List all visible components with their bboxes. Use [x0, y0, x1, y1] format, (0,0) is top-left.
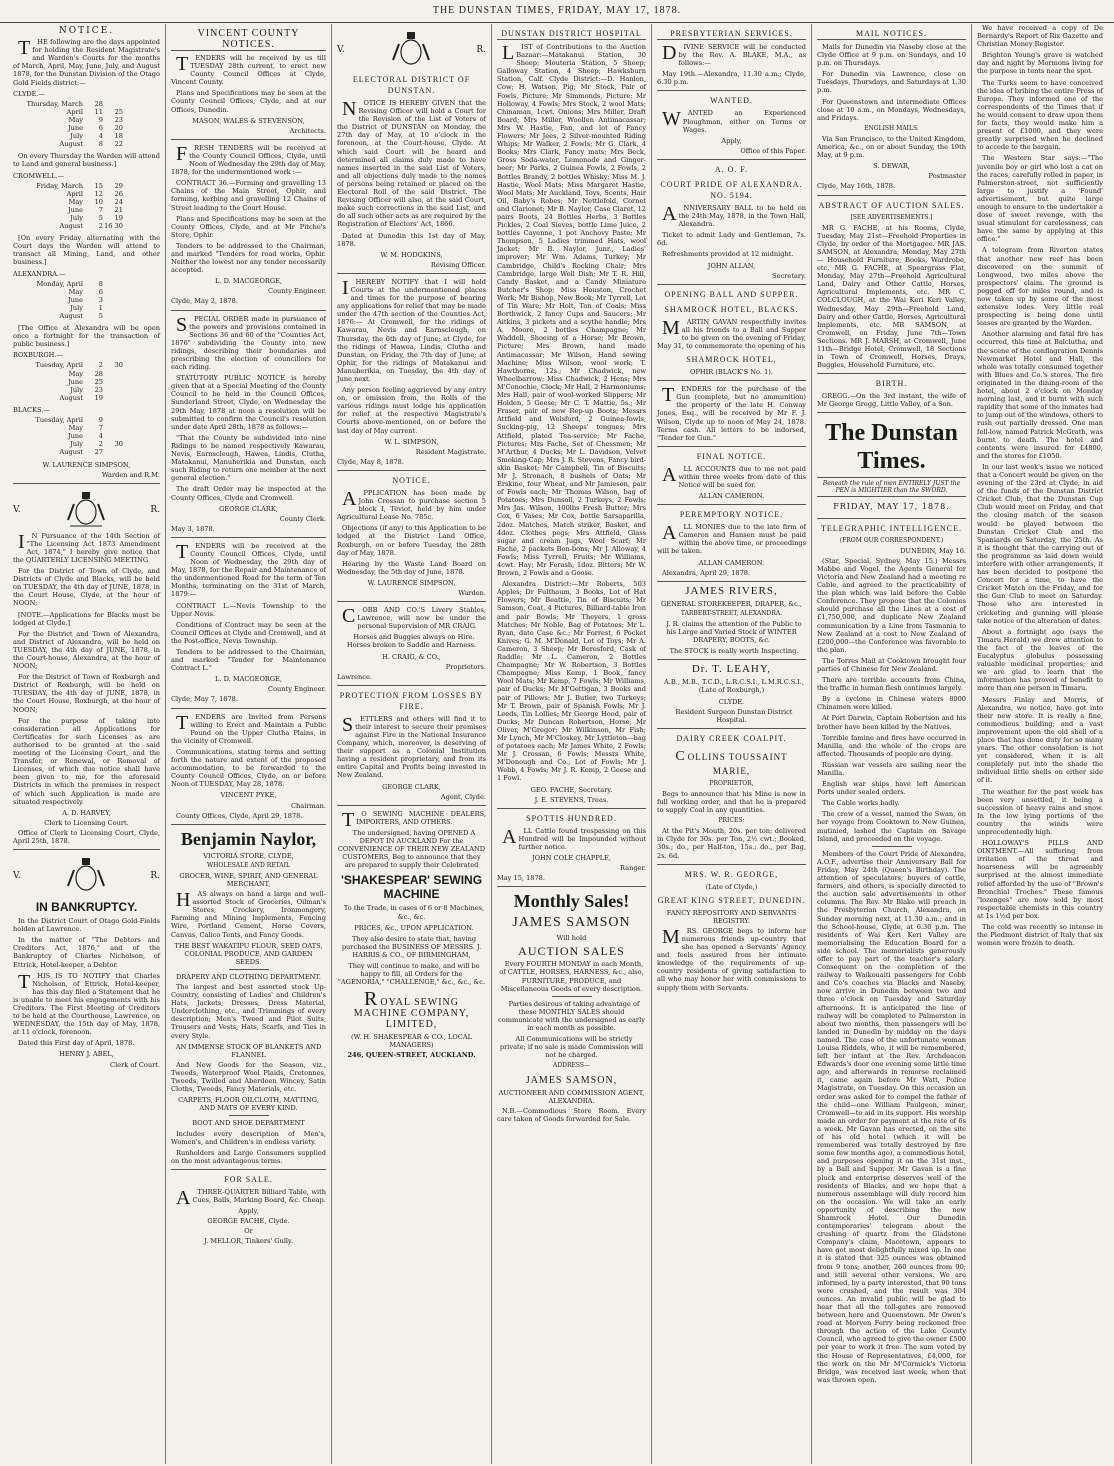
monthly-sales-heading: Monthly Sales! — [513, 891, 630, 912]
coat-of-arms-icon — [385, 30, 437, 70]
schedule-cell — [103, 432, 123, 440]
licensing-note: [NOTE.—Applications for Blacks must be lodged at Clyde.] — [13, 610, 160, 627]
abel-signature: HENRY J. ABEL, — [59, 1050, 114, 1059]
schedule-cell: August — [59, 312, 83, 320]
schedule-cell: July — [70, 385, 83, 394]
schedule-cell: Friday, March — [36, 181, 83, 190]
schedule-row — [23, 432, 160, 440]
royal-crest: V. R. — [13, 856, 160, 896]
schedule-cell: 25 — [114, 107, 123, 116]
schedule-row — [23, 140, 160, 148]
schedule-row — [23, 370, 160, 378]
schedule-row — [23, 304, 160, 312]
cromwell-schedule — [23, 182, 160, 231]
schedule-row — [23, 198, 160, 206]
licensing-notice: I N Pursuance of the 14th Section of "The Licensing Act 1873 Amendment Act, 1874," I hereby give notice that the QUARTERLY LICENSING MEETING — [13, 530, 160, 564]
schedule-cell: 11 — [94, 107, 103, 116]
warden-title: Warden and R.M. — [101, 470, 160, 479]
schedule-cell: 28 — [94, 369, 103, 378]
tender-pound: ENDERS are Invited from Persons willing to Erect and Maintain a Public Pound on the Upper Clutha Plains, in the vicinity of Cromwell. — [171, 712, 326, 745]
schedule-cell — [103, 416, 123, 424]
schedule-cell: April — [66, 107, 83, 116]
royal-crest: V. R. — [337, 30, 486, 70]
schedule-row — [23, 361, 160, 369]
schedule-cell: 5 — [98, 312, 103, 320]
clyde-schedule — [23, 100, 160, 149]
alexandra-label: ALEXANDRA.— — [13, 269, 66, 278]
schedule-cell: 19 — [94, 393, 103, 402]
schedule-row — [23, 296, 160, 304]
schedule-row — [23, 386, 160, 394]
vincent-county-heading: VINCENT COUNTY NOTICES. — [171, 28, 326, 51]
dairy-creek-heading: DAIRY CREEK COALPIT. — [676, 733, 787, 743]
schedule-cell: May — [68, 287, 83, 296]
issue-date: FRIDAY, MAY 17, 1878. — [833, 502, 950, 512]
schedule-cell: 15 — [94, 181, 103, 190]
schedule-row — [23, 214, 160, 222]
schedule-cell: June — [67, 432, 83, 441]
clyde-label: CLYDE.— — [13, 89, 46, 98]
schedule-row — [23, 440, 160, 448]
tender-nevis-road: ENDERS will be received at the County Council Offices, Clyde, until Noon of Wednesday, the 29th day of May, 1878, for the Repair and Maintenance of the undermentioned Road for the term of Ten Months, terminating on the 31st of March, 1879:— — [171, 541, 326, 599]
schedule-cell: Monday, April — [36, 279, 83, 288]
roxburgh-schedule — [23, 361, 160, 401]
schedule-cell: 23 — [94, 385, 103, 394]
page-masthead: THE DUNSTAN TIMES, FRIDAY, MAY 17, 1878. — [0, 0, 1114, 23]
schedule-row — [23, 190, 160, 198]
schedule-cell: May — [68, 197, 83, 206]
schedule-row — [23, 182, 160, 190]
schedule-cell — [103, 100, 123, 108]
schedule-cell: 8 — [98, 279, 103, 288]
column-7: We have received a copy of De Bernardy's Report of Rix Gazette and Christian Money Register. Brighton Young's grave is watched day and night by Mormons living for the purpose in tents near the spot. The Turks seem to have conceived the idea of bribing the entire Press of Europe. They informed one of the correspondents of the Times that if he would consent to draw upon them for facts, they would make him a present of £1000, and they were greatly surprised when he declined to accede to the bargain. The Western Star says:—"The juvenile boy or girl who lost a cat on the races, carefully rolled in paper, in Palmerston-street, not sufficiently large to justify a 'Found' advertisement, but quite large enough to ensure to the undertaker a dose of sweet revenge, with the usual stimulant for carelessness, can have the same by applying at this office." A telegram from Riverton states that another new reef has been discovered on the summit of Longwood, two miles above the prospectors' claim. The ground is pegged off for miles round, and is now taken up by some of the most extensive lodes. Very little real prospecting is being done until leases are granted by the Warden. Another alarming and fatal fire has occurred, this time at Balclutha, and the scene of the conflagration Dennis Newmarket Hotel and Hall, the whole was totally consumed together with Blues and Co.'s stores. The fire originated in the dining-room of the hotel, about 2 o'clock on Monday morning last, and it burnt with such rapidity that some of the inmates had to jump out of the windows, others to rush out partially dressed. One man fell-low, named Patrick McGrath, was burnt to death. The hotel and contents were insured for £4800, and the stores for £1050. In our last week's issue we noticed that a Concert would be given on the evening of the 23rd at Clyde, in aid of the funds of the Dunstan District Cricket Club, that the Dunstan Cup Club would meet on Friday, and that the closing match of the season would be played between the Dunstan Cricket Club and the Spaniards on Saturday, the 25th. As it is thought that the carrying out of the programme as laid down would interfere with other arrangements, it has been decided to postpone the Concert for a time, to have the Cricket Match on the Friday, and for the Gun Club to meet on Saturday. Those who are interested in cricketing and gunning will please take notice of the alteration of dates. About a fortnight ago (says the Timaru Herald) we drew attention to the fact of the leaves of the Eucalyptus globulus possessing valuable medicinal properties; and we are glad to learn that the information has proved of benefit to more than one person in Timaru. Messrs Finlay and Morris, of Alexandra, we notice, have got into their new store. It is really a fine, commodious building; and a vast improvement upon the old shell of a place that has done duty for so many years. The other consolation is not yet considered, when it is all completely put into the shade the individual little shells on either side of it. The weather for the past week has been very unsettled, it being a succession of heavy rains and snow. In the low lying portions of the country the winds were unprecedentedly high. HOLLOWAY'S PILLS AND OINTMENT.—All suffering from irritation of the throat and hoarseness will be agreeably surprised at the almost immediate relief afforded by the use of "Brown's Bronchial Troches." These famous "lozenges" are now sold by most respectable chemists in this country at 1s 1½d per box. The cold was recently so intense in the Piedmont district of Italy that six women were frozen to death. — [977, 24, 1103, 948]
schedule-cell: 5 — [98, 213, 103, 222]
schedule-cell: August — [59, 140, 83, 149]
special-order: PECIAL ORDER made in pursuance of the powers and provisions contained in Sections 36 and 60 of the "Counties Act, 1876" subdividing the County into new ridings, describing their boundaries and prescribing the election of councillors for each riding. — [171, 314, 326, 372]
newspaper-columns — [8, 24, 1108, 1464]
schedule-cell — [103, 448, 123, 456]
roxburgh-label: ROXBURGH.— — [13, 351, 64, 360]
schedule-row — [23, 222, 160, 230]
schedule-cell: August — [59, 448, 83, 457]
peremptory-notice-heading: PEREMPTORY NOTICE. — [679, 510, 784, 520]
leahy-heading: Dr. T. LEAHY, — [691, 663, 772, 676]
schedule-cell: 7 — [98, 205, 103, 214]
schedule-cell — [103, 394, 123, 402]
schedule-cell: 22 — [114, 140, 123, 149]
schedule-cell: July — [70, 440, 83, 449]
schedule-cell — [103, 378, 123, 386]
schedule-cell: 4 — [98, 132, 103, 141]
electoral-heading: ELECTORAL DISTRICT OF DUNSTAN. — [352, 75, 471, 95]
schedule-cell — [103, 424, 123, 432]
court-pride-heading: COURT PRIDE OF ALEXANDRA. NO. 5194. — [660, 179, 803, 200]
schedule-row — [23, 448, 160, 456]
licensing-alexandra: For the District and Town of Alexandra, and District of Alexandra, will be held on TUESDAY, the 4th day of JUNE, 1878, in the Court-house, Alexandra, at the hour of NOON; — [13, 629, 160, 671]
schedule-cell: August — [59, 393, 83, 402]
column-1 — [8, 24, 166, 1464]
licensing-clyde: For the District of Town of Clyde, and Districts of Clyde and Blacks, will be held on TUESDAY, the 4th day of JUNE, 1878, in the Court House, Clyde, at the hour of NOON; — [13, 567, 160, 608]
schedule-cell: 27 — [94, 448, 103, 457]
schedule-row — [23, 100, 160, 108]
bankruptcy-notice: T HIS IS TO NOTIFY that Charles Nicholson, of Ettrick, Hotel-keeper, has this day filed a Statement that he is unable to meet his engagements with his Creditors. The First Meeting of Creditors to be held at the Courthouse, Lawrence, on WEDNESDAY, the 15th day of May, 1878, at 11 o'clock, forenoon. — [13, 970, 160, 1037]
column-6: MAIL NOTICES. Mails for Dunedin via Naseby close at the Clyde Office at 9 p.m. on Sundays, and 10 p.m. on Thursdays. For Dunedin via Lawrence, close on Tuesdays, Thursdays, and Saturdays at 1.30 p.m. For Queenstown and intermediate Offices close at 10 a.m., on Mondays, Wednesdays, and Fridays. ENGLISH MAILS. Via San Francisco, to the United Kingdom, America, &c., on or about Sunday, the 19th May, at 9 p.m. S. DEWAR, Postmaster Clyde, May 16th, 1878. ABSTRACT OF AUCTION SALES. [SEE ADVERTISEMENTS.] MR G. FACHE, at his Rooms, Clyde, Tuesday, May 21st—Freehold Properties in Clyde, by order of the Mortgagee. MR JAS. SAMSON, at Alexandra, Monday, May 27th — Household Furniture, Books, Wardrobe, etc. MR G. FACHE, at Speargrass Flat, Monday, May 27th—Freehold Agricultural Land, Dairy and Other Cattle, Horses, Agricultural Implements, etc. MR C. COLCLOUGH, at the Wai Keri Keri Valley, Wednesday, May 29th—Freehold Land, Dairy and other Cattle, Horses, Agricultural Implements, etc. MR SAMSON, at Cromwell, on Friday, June 7th—Town Sections. MR J. MARSH, at Cromwell, June 11th—Bridge Hotel, Cromwell, 18 Sections in Town of Cromwell, Horses, Drays, Buggies, Household Furniture, etc. BIRTH. GREGG.—On the 3rd instant, the wife of Mr George Gregg, Little Valley, of a Son. The Dunstan Times. Beneath the rule of men ENTIRELY JUST the PEN is MIGHTIER than the SWORD. FRIDAY, MAY 17, 1878. TELEGRAPHIC INTELLIGENCE. (FROM OUR CORRESPONDENT.) DUNEDIN, May 16. (Star, Special, Sydney, May 15.) Messrs Mabbe and Vogel, the Agents General for Victoria and New Zealand had a meeting re Cable, and agreed to the practicability of the plan which was laid before the Cable Conference. They propose that the Colonies should purchase all the Lines at a cost of £1,750,000, and duplicate New Zealand communication by a Line from Tasmania to New Zealand at a cost to New Zealand of £200,000—the Conference was favorable to the plan. The Torres Mail at Cooktown brought four parties of Chinese for New Zealand. There are terrible accounts from China, the traffic in human flesh continues largely. By a cyclone in Chinese waters 8000 Chinamen were killed. At Port Darwin, Captain Robertson and his brother have been killed by the Natives. Terrible famine and fires have occurred in Manilla, and the whole of the crops are affected. Thousands of people are dying. Russian war vessels are sailing near the Manilla. English war ships have left American Ports under sealed orders. The Cable works badly. The crew of a vessel, named the Swan, on her voyage from Cooktown to New Guinea, mutinied, lashed the Captain on Savage Island, and proceeded on the voyage. Members of the Court Pride of Alexandra, A.O.F., advertise their Anniversary Ball for Friday, May 24th (Queen's Birthday). The attention of speculators, buyers of cattle, farmers, and others, is specially directed to the auction sale advertisements in other columns. The Rev. Mr Blake will preach in the Presbyterian Church, Alexandra, on Sunday morning next, at 11.30 a.m.; and in the School-house, Clyde, at 6.30 p.m. The residents of Wai Keri Keri Valley are memorialising the Education Board for a side school. The memorialists generously offer to pay part of the teacher's salary. Consequent on the completion of the railway to Waikouaiti passengers for Cobb and Co's coaches via Blacks and Naseby, now arrive in Dunedin between two and three o'clock on Tuesday and Saturday afternoons. It is anticipated the line of railway will be completed to Palmerston in about two months, then passengers will be landed in Dunedin by midday on the days named. The case of the unfortunate woman Louisa Riddels, who, it will be remembered, left her infant at the Rev. Archdeacon Edwards's door one evening some little time ago, and afterwards in remorse reclaimed it, came again before Mr Watt, Police Magistrate, on Tuesday. On this occasion an order was asked for to compel the father of the child—one William Paulgeon, miner, Cromwell—to aid in its support. His worship made an order for payment at the rate of 6s a week. Mr Gavan has erected, on the site of his old hotel (which it will be remembered was totally destroyed by fire some few months ago), a commodious hotel, and purposes opening it on the 31st inst., by a Ball and Supper. Mr Gavan is a fine pluck and enterprise deserves well of the residents of Blacks, and we hope that a numerous assemblage will duly record him on the occasion. We will take an early opportunity of describing the new Shamrock Hotel. Our Dunedin contemporaries' telegram about the crushing of quartz from the Gladstone Company's claim, Macetown, appears to have got most delightfully mixed up. In one it is stated that 325 ounces was obtained from 9 tons; another, 260 ounces from 90; and still several other versions. We are informed, by a party interested, that 90 tons were crushed, and the result was 304 ounces. An invalid public will be glad to hear that all the toll-gates are removed between here and Queenstown. Mr Owen's road at Morven Ferry being reckoned free through the action of the Lake County Council, who agreed to give the owner £500 per year to work it free. The sum voted by the House of Representatives, £4,000, for the work on the Mr M'Cormick's Victoria Bridge, was received last week, when that was thrown open. — [812, 24, 972, 1464]
schedule-cell: 25 — [94, 377, 103, 386]
presbyterian-heading: PRESBYTERIAN SERVICES. — [657, 28, 806, 40]
sewing-machine-heading: O SEWING MACHINE DEALERS, IMPORTERS, AND OTHERS. — [356, 809, 486, 826]
auction-abstract-heading: ABSTRACT OF AUCTION SALES. — [818, 200, 965, 210]
column-3: V. R. ELECTORAL DISTRICT OF DUNSTAN. N OTICE IS HEREBY GIVEN that the Revising Officer will hold a Court for the Revision of the List of Voters of the District of DUNSTAN on Monday, the 27th day of May, at 10 o'clock in the forenoon, at the Court-house, Clyde. At which said Court will be heard and determined all claims duly made to have names inserted in the said List of Voters, and all objections duly made to the names of persons being retained or placed on the Electoral Roll of the said District. The Revising Officer will also, at the said Court, make such corrections in the said List, and do all such other acts as are required by the Registration of Electors' Act, 1866. Dated at Dunedin this 1st day of May, 1878. W. M. HODGKINS, Revising Officer. I HEREBY NOTIFY that I will hold Courts at the undermentioned places and times for the purpose of hearing any applications for relief that may be made under the 47th section of the Counties Act, 1876:— At Cromwell, for the ridings of Kawarau, Nevis and Earnscleugh, on Thursday, the 6th day of June; at Clyde, for the ridings of Hawea, Lindis, Clutha and Dunstan, on Friday, the 7th day of June; at Ophir, for the ridings of Matakanui and Manuherikia, on Tuesday, the 4th day of June next. Any person feeling aggrieved by any entry on, or omission from, the Rolls of the various ridings must lodge his application for relief at the respective Magistrate's Courts above-mentioned, on or before the last day of May current. W. L. SIMPSON, Resident Magistrate. Clyde, May 8, 1878. NOTICE. A PPLICATION has been made by John Crossan to purchase section 5 block I, Teviot, held by him under Agricultural Lease No. 785c. Objections (if any) to this Application to be lodged at the District Land Office, Roxburgh, on or before Tuesday, the 28th day of May, 1878. Hearing by the Waste Land Board on Wednesday, the 5th day of June, 1878. W. LAURENCE SIMPSON, Warden. C OBB AND CO.'S Livery Stables, Lawrence, will now be under the personal Supervision of MR CRAIG. Horses and Buggies always on Hire. Horses broken to Saddle and Harness. H. CRAIG, & CO., Proprietors. Lawrence. PROTECTION FROM LOSSES BY FIRE. S ETTLERS and others will find it to their interest to secure their premises against Fire in the National Insurance Company, which, moreover, is deserving of their support as a Colonial Institution having a resident proprietary, and from its entire Capital and Profits being invested in New Zealand. GEORGE CLARK, Agent, Clyde. T O SEWING MACHINE DEALERS, IMPORTERS, AND OTHERS. The undersigned, having OPENED A DEPOT IN AUCKLAND For the CONVENIENCE OF THEIR NEW ZEALAND CUSTOMERS, Beg to announce that they are prepared to supply their Celebrated 'SHAKESPEAR' SEWING MACHINE To the Trade, in cases of 6 or 8 Machines, &c., &c. PRICES, &c., UPON APPLICATION. They also desire to state that, having purchased the BUSINESS OF MESSRS. J. HARRIS & CO., OF BIRMINGHAM, They will continue to make, and will be happy to fill, all Orders for the "AGENORIA," "CHALLENGE," &c., &c., &c. ROYAL SEWING MACHINE COMPANY, LIMITED, (W. H. SHAKESPEAR & CO., LOCAL MANAGERS) 246, QUEEN-STREET, AUCKLAND. — [332, 24, 492, 1464]
schedule-cell: 2 — [98, 361, 103, 370]
coat-of-arms-icon — [60, 490, 112, 530]
schedule-cell: 7 — [98, 424, 103, 433]
opening-ball-heading: OPENING BALL AND SUPPER. — [664, 289, 799, 299]
schedule-cell — [103, 370, 123, 378]
mail-notices-heading: MAIL NOTICES. — [817, 28, 966, 40]
schedule-cell: 28 — [94, 99, 103, 108]
schedule-cell: Tuesday, April — [35, 361, 83, 370]
schedule-row — [23, 394, 160, 402]
cromwell-note: [On every Friday alternating with the Court days the Warden will attend to transact all Mining, Land, and other business.] — [13, 234, 160, 267]
schedule-cell: June — [67, 377, 83, 386]
wanted-heading: WANTED. — [710, 96, 753, 106]
schedule-cell: May — [68, 115, 83, 124]
dunstan-times-masthead: The Dunstan Times. — [825, 420, 958, 475]
schedule-cell: July — [70, 303, 83, 312]
masthead-motto: Beneath the rule of men ENTIRELY JUST the PEN is MIGHTIER than the SWORD. — [817, 477, 966, 497]
final-notice-heading: FINAL NOTICE. — [696, 451, 767, 461]
cromwell-label: CROMWELL.— — [13, 171, 65, 180]
rivers-heading: JAMES RIVERS, — [685, 584, 778, 597]
notice-heading: NOTICE. — [392, 475, 431, 485]
divider — [13, 483, 160, 484]
schedule-cell: 9 — [98, 115, 103, 124]
schedule-cell: May — [68, 424, 83, 433]
schedule-row — [23, 124, 160, 132]
schedule-cell: June — [67, 295, 83, 304]
schedule-cell: 20 — [114, 124, 123, 133]
tender-ophir-road: RESH TENDERS will be received at the County Council Offices, Clyde, until Noon of Wednesday the 29th day of May, 1878, for the undermentioned work :— — [171, 143, 326, 177]
tender-offices: ENDERS will be received by us till TUESDAY 28th current, to erect new County Council Offices at Clyde, Vincent County. — [171, 54, 326, 87]
schedule-cell: Thursday, March — [26, 99, 83, 108]
schedule-cell: 12 — [94, 189, 103, 198]
schedule-cell: 21 — [114, 205, 123, 214]
divider — [13, 849, 160, 850]
schedule-cell: 23 — [114, 115, 123, 124]
blacks-schedule — [23, 416, 160, 456]
licensing-roxburgh: For the District of Town of Roxburgh and District of Roxburgh, will be held on TUESDAY, the 4th day of JUNE, 1878, in the Court House, Roxburgh, at the hour of NOON; — [13, 673, 160, 714]
schedule-cell: 10 — [94, 197, 103, 206]
schedule-cell: May — [68, 369, 83, 378]
schedule-row — [23, 280, 160, 288]
schedule-cell: 16 30 — [104, 222, 123, 231]
schedule-cell: 29 — [114, 181, 123, 190]
gun-tender: ENDERS for the purchase of the Gun (complete, but no ammunition) the property of the late H. Conway Jones, Esq., will be received by Mr F. J. Wilson, Clyde up to noon of May 24, 1878. Terms cash. All letters to be indorsed, "Tender for Gun." — [657, 385, 806, 442]
schedule-cell: June — [67, 205, 83, 214]
schedule-cell: 1 — [98, 303, 103, 312]
schedule-row — [23, 108, 160, 116]
schedule-cell: June — [67, 124, 83, 133]
harvey-title: Clerk to Licensing Court. — [44, 818, 129, 827]
schedule-row — [23, 288, 160, 296]
column-2: VINCENT COUNTY NOTICES. T ENDERS will be received by us till TUESDAY 28th current, to erect new County Council Offices at Clyde, Vincent County. Plans and Specifications may be seen at the County Council Offices, Clyde, and at our Offices, Dunedin. MASON, WALES & STEVENSON, Architects. F RESH TENDERS will be received at the County Council Offices, Clyde, until Noon of Wednesday the 29th day of May, 1878, for the undermentioned work :— CONTRACT 36.—Forming and gravelling 13 Chains of the Main Street, Ophir, and forming, kerbing and gravelling 12 Chains of Street leading to the Court House. Plans and Specifications may be seen at the County Offices, Clyde, and at Mr Pitche's Store, Ophir. Tenders to be addressed to the Chairman, and marked "Tenders for road works, Ophir. Neither the lowest nor any tender necessarily accepted. L. D. MACGEORGE, County Engineer. Clyde, May 2, 1878. S PECIAL ORDER made in pursuance of the powers and provisions contained in Sections 36 and 60 of the "Counties Act, 1876" subdividing the County into new ridings, describing their boundaries and prescribing the election of councillors for each riding. STATUTORY PUBLIC NOTICE is hereby given that at a Special Meeting of the County Council to be held in the Council Offices, Sunderland Street, Clyde, on Wednesday the 29th May, 1878 at noon a resolution will be submitted to confirm the Council's resolution under date April 28th, 1878 as follows:— "That the County be subdivided into nine Ridings to be named respectively Kawarau, Nevis, Earnscleugh, Hawea, Lindis, Clutha, Matakanui, Manuherikia and Dunstan, each such Riding to return one member at the next general election." The draft Order may be inspected at the County Offices, Clyde and Cromwell. GEORGE CLARK, County Clerk. May 3, 1878. T ENDERS will be received at the County Council Offices, Clyde, until Noon of Wednesday, the 29th day of May, 1878, for the Repair and Maintenance of the undermentioned Road for the term of Ten Months, terminating on the 31st of March, 1879:— CONTRACT L.—Nevis Township to the Upper Nevis. Conditions of Contract may be seen at the Council Offices at Clyde and Cromwell, and at the Post-office, Nevis Township. Tenders to be addressed to the Chairman, and marked "Tender for Maintenance Contract L." L. D. MACGEORGE, County Engineer. Clyde, May 7, 1878. T ENDERS are Invited from Persons willing to Erect and Maintain a Public Pound on the Upper Clutha Plains, in the vicinity of Cromwell. Communications, stating terms and setting forth the nature and extent of the proposed accommodation, to be forwarded to the County Council Offices, Clyde, on or before Noon of TUESDAY, May 28, 1878. VINCENT PYKE, Chairman. County Offices, Clyde, April 29, 1878. Benjamin Naylor, VICTORIA STORE, CLYDE, WHOLESALE AND RETAIL GROCER, WINE, SPIRIT, AND GENERAL MERCHANT, H AS always on hand a large and well-assorted Stock of Groceries, Oilman's Stores, Crockery, Ironmongery, Farming and Mining Implements, Fencing Wire, Portland Cement, Horse Covers, Canvas, Calico Tents, and Fancy Goods. THE BEST WAKATIPU FLOUR, SEED OATS, COLONIAL PRODUCE, AND GARDEN SEEDS. DRAPERY AND CLOTHING DEPARTMENT. The largest and best assorted stock Up-Country, consisting of Ladies' and Children's Hats, Jackets, Dresses, Dress Material, Underclothing, etc., and Trimmings of every description; Men's Tweed and Pilot Suits, Trousers and Vests, Hats, Scarfs, and Ties in every Style. AN IMMENSE STOCK OF BLANKETS AND FLANNEL And New Goods for the Season, viz., Tweeds, Waterproof Wool Plaids, Cretonnes, Tweeds, Twilled and Aberdeen Wincey, Satin Cloths, Tweeds, Fancy Materials, etc. CARPETS, FLOOR OILCLOTH, MATTING, AND MATS OF EVERY KIND. BOOT AND SHOE DEPARTMENT Includes every description of Men's, Women's, and Children's in endless variety. Runholders and Large Consumers supplied on the most advantageous terms. FOR SALE. A THREE-QUARTER Billiard Table, with Cues, Balls, Marking Board, &c. Cheap. Apply, GEORGE FACHE, Clyde. Or J. MELLOR, Tinkers' Gully. — [166, 24, 332, 1464]
schedule-cell: 24 — [114, 197, 123, 206]
clyde-note: On every Thursday the Warden will attend to Land and general business.] — [13, 152, 160, 169]
royal-crest: V. R. — [13, 490, 160, 530]
schedule-row — [23, 416, 160, 424]
column-4: DUNSTAN DISTRICT HOSPITAL L IST of Contributions to the Auction Bazaar:—Matakanui Station, 30 Sheep; Mouteria Station, 5 Sheep; Galloway Station, 4 Sheep; Hawksburn Station, Calf. Clyde District:—D. Hanlon, Cow; H. Watson, Pig; Mr Stock, Pair of Fowls, Picture; Mr Simmonds, Picture; Mr Holloway, 4 Fowls; Mrs Stock, 2 wool Mats; Chinaman, 1cwt. Onions; Mrs Miller, Draft Board; Mrs Miller, Woollen Antimacassar; Mrs W. Hastie, Fan, and lot of Fancy Flowers; Mr Jees, 2 Silver-mounted Riding Whips; Mr Walker, 2 Fowls; Mr G. Clark, 4 Books; Mrs Clark, Fancy mats; Mrs Beck, Gross Soda-water, Lemonade and Ginger-beer; Mr Parks, 2 Guinea Fowls, 2 Fowls, 2 Bottles Brandy, 2 bottles Whisky; Miss M. J. Hastie, Wool Mats; Miss Margaret Hastie, Wool Mats; Mr Auckland, Toys, Scents, Hair Oil, Baby's Robes; Mr Nettlefold, Cornet and Clarionet; Mr B. Naylor, Case Claret, 12 pairs Boots, 24 Bottles Herbs, 3 Bottles Pickles, 2 Coal Sieves, bottle Lime Juice, 2 bottles Cayenne, 1 pot Anchovy Paste; Mr Thompson, 5 Ladies trimmed Hats, wool Jacket; Mr B. Naylor, Junr., Ladies' improver; Mr Wm. Adams, Turkey; Mr Cambridge, Child's Rocking Chair; Mrs Cambridge, large Well Dish; Mr T. R. Hill, Candy Basket, and a Candy Miniature Butcher's Shop; Miss Houston, Crochet Work; Mr Bishop, New Book; Mr Tyrrell, Lot of Tin Ware; Mr Holt, Ton of Coals; Miss Borthwick, 2 fancy Cups and Saucers; Mr Aitkins, 3 pickets and a scythe handle; Mrs A. Moore, 2 bottles Champagne; Mr Waddell, Shoeing of a Horse; Mr Brown, Picture; Mrs Brown, hand made Antimacassar; Mr Wilson, Hand sewing Machine; Miss Wilson, wool work; T. Hawthorne, 12s.; Mr Chadwick, new Wheelbarrow; Miss Chadwick, 2 Hens; Mrs M'Conochie, Clock; Mr Hall, 2 Harmoniums; Mrs Hall, pair of wool-worked Slippers; Mr Holden, 5 Geese; Mr C. T. Mattie, 5s.; Mr Fraser, pair of new Rep-up Boots; Messrs Attfield and Welsford, 2 Guinea-fowls, Sucking-pig, 12 Sheeps' tongues; Mrs Attfield, plated Tea-service; Mr Fache, Pictures; Mrs Fache, Set of Chessmen; Mr M'Arthur, 4 Ducks; Mr L. Davidson, Velvet Smoking-Cap; Mrs J. R. Stevens, Fancy bird-skin Basket; Mr Campbell, Tin of Biscuits; Mr J. Stronach, 8 bushels of Oats; Mr Erskine, four Wheat, and Mr Jamieson, pair of Fowls each; Mr Thomas Wilson, bag of Potatoes; Mrs Dunsoll, 2 Turkeys, 2 Fowls; Mrs Jas. Wilson, 100lbs Fresh Butter; Mrs Cox, 6 Vases; Mr Cox, bottle Sarsaparilla, 2doz. Matches, Match striker, Basket, and 4doz. Clothes pegs; Mrs Attfield, Glass sugar and cream Jugs, Wool Scarf; Mr Fache, 2 packets Bon-bons; Mr J. Alloway, 4 Fowls; Miss Tyrrell, Fruits; Mr Williams, 4cwt. Hay; Mr Ferash, 1doz. Bitters; Mr W. Brown, 2 Fowls and a Goose. Alexandra District:—Mr Roberts, 503 Apples; Dr Fulthaum, 3 Books, Lot of Hat Flowers; Mr Beattie, Tin of Biscuits; Mr Samson, Coat, 4 Pictures, Billiard-table Iron and pair Bowls; Mr Theyers, 1 gross Matches; Mr Noble, Bag of Potatoes; Mr L. Ryan, date Case &c.; Mr Forrest, 6 Pocket Knives; G. M. M'Donald, Lot of Toys; Mr A. Cameron, 3 Sheep; Mr Beresford, Cask of Raddle; Mr L. Cameron, 2 Bottles Champagne; Mr W. Robertson, 3 Bottles Champagne; Miss Kemp, 1 Book, fancy Wool Mats; Mr Kemp, 7 Fowls; Mr Williams, pair of Ducks; Mr M'Gettigan, 3 Books and pair of Pillows; Mr J. Butler, two Turkeys; Mr T. Brown, pair of Spanish Fowls; Mr J. Leeds, Tin Lollies; Mr George Hood, pair of Ducks; Mr Duncan Robertson, Horse; Mr Oliver, M'Gregor; Mr Wilkinson, Mr Fish; Mr Lynch, Mr M'Closkey, Mr Lyttleton—bag of potatoes each; Mr James White, 2 Fowls; Mr J. Crossan, 6 Fowls; Messrs White, M'Donough and Co., Lot of Fowls; Mr J. Webb, 4 Fowls; Mr J. R. Kemp, 2 Geese and 1 Fowl. GEO. FACHE, Secretary. J. E. STEVENS, Treas. SPOTTIS HUNDRED. A LL Cattle found trespassing on this Hundred will be Impounded without further notice. JOHN COLE CHAPPLE, Ranger. May 15, 1878. Monthly Sales! JAMES SAMSON Will hold AUCTION SALES Every FOURTH MONDAY in each Month, of CATTLE, HORSES, HARNESS, &c., also, FURNITURE, PRODUCE, and Miscellaneous Goods of every description. Parties desirous of taking advantage of these MONTHLY SALES should communicate with the undersigned as early in each month as possible. All Communications will be strictly private; if no sale is made Commission will not be charged. ADDRESS— JAMES SAMSON, AUCTIONEER AND COMMISSION AGENT, ALEXANDRA. N.B.—Commodious Store Room. Every care taken of Goods forwarded for Sale. — [492, 24, 652, 1464]
schedule-cell — [103, 386, 123, 394]
schedule-cell: April — [66, 189, 83, 198]
birth-heading: BIRTH. — [875, 379, 908, 389]
schedule-cell: 30 — [114, 361, 123, 370]
bankruptcy-dated: Dated this First day of April, 1878. — [18, 1039, 135, 1048]
schedule-cell: August — [59, 222, 83, 231]
schedule-cell: 18 — [114, 132, 123, 141]
warden-signature: W. LAURENCE SIMPSON, — [42, 460, 131, 469]
telegraphic-heading: TELEGRAPHIC INTELLIGENCE. — [821, 523, 962, 533]
alexandra-note: [The Office at Alexandra will be open once a fortnight for the transaction of public business.] — [13, 324, 160, 349]
naylor-heading: Benjamin Naylor, — [180, 828, 317, 849]
schedule-row — [23, 424, 160, 432]
schedule-row — [23, 116, 160, 124]
spottis-heading: SPOTTIS HUNDRED. — [526, 813, 617, 823]
bankruptcy-heading: IN BANKRUPTCY. — [35, 900, 138, 915]
fire-protection-heading: PROTECTION FROM LOSSES BY FIRE. — [339, 690, 484, 711]
schedule-cell: 6 — [98, 124, 103, 133]
george-heading: MRS. W. R. GEORGE, — [684, 869, 779, 879]
schedule-cell: 2 — [98, 222, 103, 231]
notice-intro: T HE following are the days appointed for holding the Resident Magistrate's and Warden's Courts for the months of March, April, May, June, July, and August 1878, for the Dunstan Division of the Otago Gold Fields district:— — [13, 37, 160, 87]
coat-of-arms-icon — [60, 856, 112, 896]
notice-heading: NOTICE. — [58, 26, 115, 36]
alexandra-schedule — [23, 280, 160, 320]
schedule-cell: Tuesday, April — [35, 416, 83, 425]
schedule-cell: July — [70, 132, 83, 141]
schedule-cell: July — [70, 213, 83, 222]
blacks-label: BLACKS.— — [13, 405, 50, 414]
schedule-row — [23, 378, 160, 386]
schedule-cell: 3 — [98, 295, 103, 304]
local-news: Members of the Court Pride of Alexandra, A.O.F., advertise their Anniversary Ball for Friday, May 24th (Queen's Birthday). The attention of speculators, buyers of cattle, farmers, and others, is specially directed to the auction sale advertisements in other columns. The Rev. Mr Blake will preach in the Presbyterian Church, Alexandra, on Sunday morning next, at 11.30 a.m.; and in the School-house, Clyde, at 6.30 p.m. The residents of Wai Keri Keri Valley are memorialising the Education Board for a side school. The memorialists generously offer to pay part of the teacher's salary. Consequent on the completion of the railway to Waikouaiti passengers for Cobb and Co's coaches via Blacks and Naseby, now arrive in Dunedin between two and three o'clock on Tuesday and Saturday afternoons. It is anticipated the line of railway will be completed to Palmerston in about two months, then passengers will be landed in Dunedin by midday on the days named. The case of the unfortunate woman Louisa Riddels, who, it will be remembered, left her infant at the Rev. Archdeacon Edwards's door one evening some little time ago, and afterwards in remorse reclaimed it, came again before Mr Watt, Police Magistrate, on Tuesday. On this occasion an order was asked for to compel the father of the child—one William Paulgeon, miner, Cromwell—to aid in its support. His worship made an order for payment at the rate of 6s a week. Mr Gavan has erected, on the site of his old hotel (which it will be remembered was totally destroyed by fire some few months ago), a commodious hotel, and purposes opening it on the 31st inst., by a Ball and Supper. Mr Gavan is a fine pluck and enterprise deserves well of the residents of Blacks, and we hope that a numerous assemblage will duly record him on the occasion. We will take an early opportunity of describing the new Shamrock Hotel. Our Dunedin contemporaries' telegram about the crushing of quartz from the Gladstone Company's claim, Macetown, appears to have got most delightfully mixed up. In one it is stated that 325 ounces was obtained from 9 tons; another, 260 ounces from 90; and still several other versions. We are informed, by a party interested, that 90 tons were crushed, and the result was 304 ounces. An invalid public will be glad to hear that all the toll-gates are removed between here and Queenstown. Mr Owen's road at Morven Ferry being reckoned free through the action of the Lake County Council, who agreed to give the owner £500 per year to work it free. The sum voted by the House of Representatives, £4,000, for the work on the Mr M'Cormick's Victoria Bridge, was received last week, when that was thrown open. — [817, 849, 966, 1384]
schedule-cell: 8 — [98, 140, 103, 149]
schedule-cell: 26 — [114, 189, 123, 198]
schedule-row — [23, 132, 160, 140]
schedule-cell: 19 — [114, 213, 123, 222]
schedule-row — [23, 206, 160, 214]
schedule-cell: 4 — [98, 432, 103, 441]
schedule-cell: 2 — [98, 440, 103, 449]
harvey-signature: A. D. HARVEY, — [62, 808, 111, 817]
schedule-cell: 30 — [114, 440, 123, 449]
bankruptcy-court: In the District Court of Otago Gold-Fields holden at Lawrence. — [13, 917, 160, 934]
abel-title: Clerk of Court. — [110, 1060, 160, 1069]
schedule-cell: 9 — [98, 416, 103, 425]
schedule-cell: 6 — [98, 287, 103, 296]
licensing-purpose: For the purpose of taking into consideration all Applications for Certificates for such Licenses as are authorised to be granted at the said meeting of the Licensing Court, and the Transfer, or Renewal, or Removal of Licenses, of which due notice shall have been given to me, for the aforesaid Districts in which the premises in respect of which such Application is made are situated respectively. — [13, 716, 160, 806]
hospital-heading: DUNSTAN DISTRICT HOSPITAL — [497, 28, 646, 40]
harvey-location: Office of Clerk to Licensing Court, Clyde, April 25th, 1878. — [13, 828, 160, 845]
for-sale-heading: FOR SALE. — [224, 1174, 273, 1184]
schedule-row — [23, 312, 160, 320]
bankruptcy-matter: In the matter of "The Debtors and Creditors Act, 1876," and of the Bankruptcy of Charles Nicholson, of Ettrick, Hotel-keeper, a Debtor. — [13, 936, 160, 969]
column-5: PRESBYTERIAN SERVICES. D IVINE SERVICE will be conducted by the Rev. A. BLAKE, M.A., as follows:— May 19th.—Alexandra, 11.30 a.m.; Clyde, 6.30 p.m. WANTED. W ANTED an Experienced Ploughman, either on Terms or Wages. Apply, Office of this Paper. A. O. F. COURT PRIDE OF ALEXANDRA. NO. 5194. A NNIVERSARY BALL to be held on the 24th May, 1878, in the Town Hall, Alexandra. Ticket to admit Lady and Gentleman, 7s. 6d. Refreshments provided at 12 midnight. JOHN ALLAN, Secretary. OPENING BALL AND SUPPER. SHAMROCK HOTEL, BLACKS. M ARTIN GAVAN respectfully invites all his friends to a Ball and Supper to be given on the evening of Friday, May 31, to commemorate the opening of his SHAMROCK HOTEL, OPHIR (BLACK'S No. 1). T ENDERS for the purchase of the Gun (complete, but no ammunition) the property of the late H. Conway Jones, Esq., will be received by Mr F. J. Wilson, Clyde up to noon of May 24, 1878. Terms cash. All letters to be indorsed, "Tender for Gun." FINAL NOTICE. A LL ACCOUNTS due to me not paid within three weeks from date of this Notice will be sued for. ALLAN CAMERON. PEREMPTORY NOTICE. A LL MONIES due to the late firm of Cameron and Hansen must be paid within the above time, or proceedings will be taken. ALLAN CAMERON. Alexandra, April 29, 1878. JAMES RIVERS, GENERAL STOREKEEPER, DRAPER, &c., TARBERT-STREET, ALEXANDRA. J. R. claims the attention of the Public to his Large and Varied Stock of WINTER DRAPERY, BOOTS, &c. The STOCK is really worth Inspecting. Dr. T. LEAHY, A.B., M.B., T.C.D., L.R.C.S.I., L.M.R.C.S.I., (Late of Roxburgh,) CLYDE. Resident Surgeon Dunstan District Hospital. DAIRY CREEK COALPIT. COLLINS TOUSSAINT MARIE, PROPRIETOR, Begs to announce that his Mine is now in full working order, and that he is prepared to supply Coal in any quantities. PRICES: At the Pit's Mouth, 20s. per ton; delivered in Clyde for 30s. per Ton, 2½ cwt.; Booked, 30s.; do., per Half-ton, 15s.; do., per Bag, 2s. 6d. MRS. W. R. GEORGE, (Late of Clyde,) GREAT KING STREET, DUNEDIN. FANCY REPOSITORY AND SERVANTS REGISTRY. M RS. GEORGE begs to inform her numerous friends up-country that she has opened a Servants' Agency and feels assured from her intimate knowledge of the requirements of up-country residents of giving satisfaction to all who may honor her with commissions to supply them with Servants. — [652, 24, 812, 1464]
